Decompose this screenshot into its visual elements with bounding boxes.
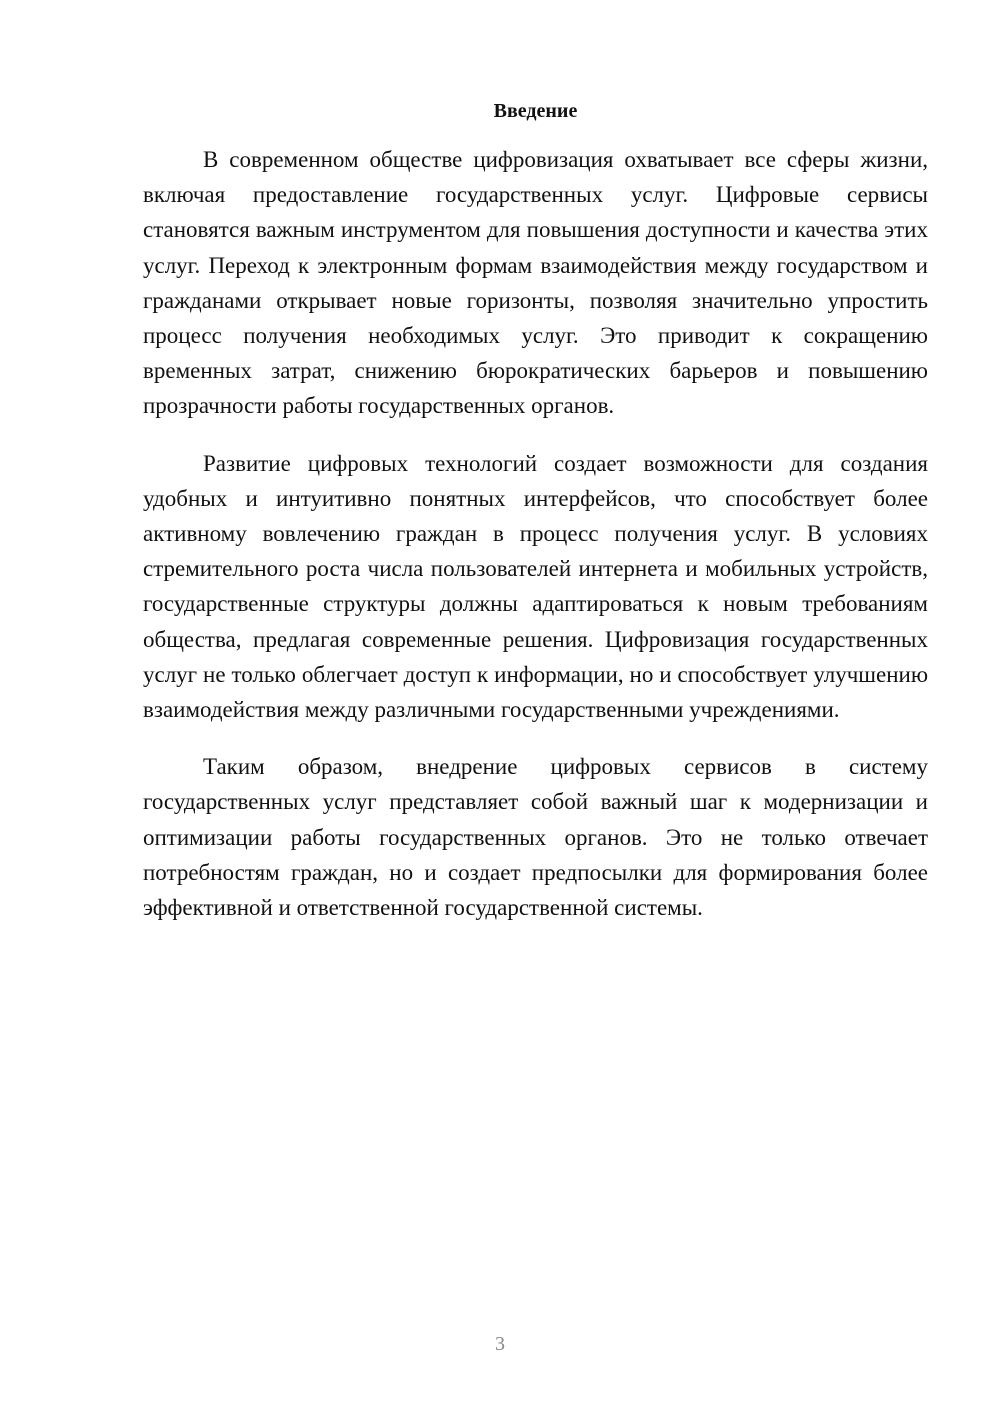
paragraph-2: Развитие цифровых технологий создает возможности для создания удобных и интуитивно понятных интерфейсов, что способствует более активному вовлечению граждан в процесс получения услуг. В условиях стремительного роста числа пользователей интернета и мобильных устройств, государственные структуры должны адаптироваться к новым требованиям общества, предлагая современные решения. Цифровизация государственных услуг не только облегчает доступ к информации, но и способствует улучшению взаимодействия между различными государственными учреждениями. [143,450,928,723]
paragraph-1: В современном обществе цифровизация охватывает все сферы жизни, включая предоставление государственных услуг. Цифровые сервисы становятся важным инструментом для повышения доступности и качества этих услуг. Переход к электронным формам взаимодействия между государством и гражданами открывает новые горизонты, позволяя значительно упростить процесс получения необходимых услуг. Это приводит к сокращению временных затрат, снижению бюрократических барьеров и повышению прозрачности работы государственных органов. [143,147,928,419]
section-heading: Введение [493,100,578,122]
document-body [143,142,928,947]
page-number: 3 [495,1333,505,1355]
paragraph-3: Таким образом, внедрение цифровых сервисов в систему государственных услуг представляет собой важный шаг к модернизации и оптимизации работы государственных органов. Это не только отвечает потребностям граждан, но и создает предпосылки для формирования более эффективной и ответственной государственной системы. [143,754,928,921]
